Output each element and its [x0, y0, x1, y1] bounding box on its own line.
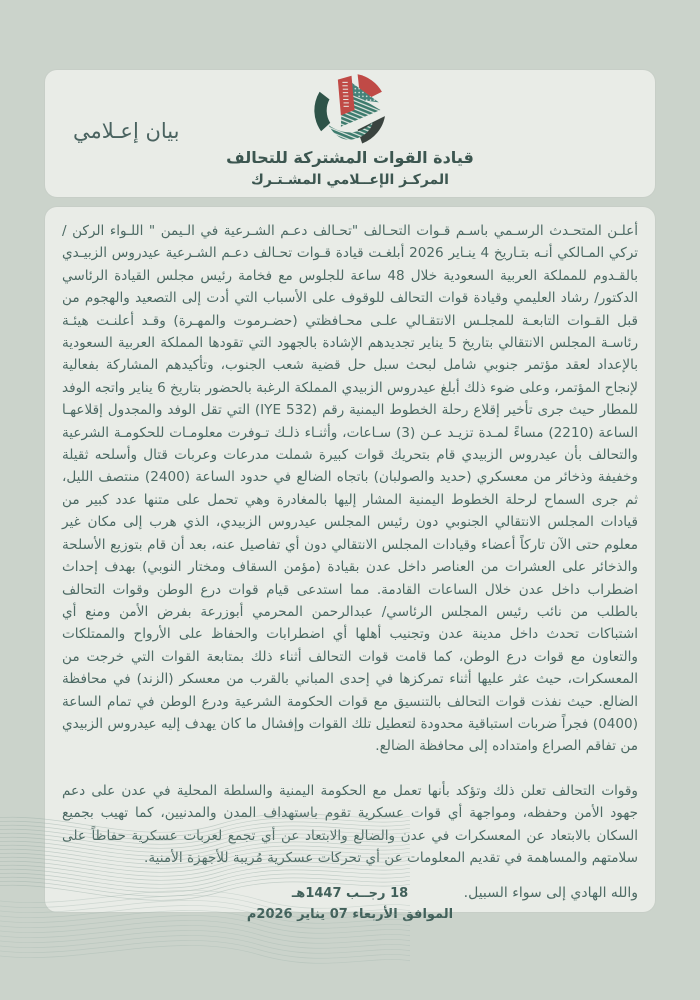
statement-body-card — [45, 207, 655, 923]
header-card — [45, 70, 655, 197]
gregorian-date: الموافق الأربعاء 07 يناير 2026م — [246, 907, 454, 923]
statement-paragraph-2: وقوات التحالف تعلن ذلك وتؤكد بأنها تعمل مع الحكومة اليمنية والسلطة المحلية في عدن على دعم جهود الأمن وحفظه، ومواجهة أي قوات عسكرية تقوم باستهداف المدن والمدنيين، كما تهيب بجميع السكان بالابتعاد عن المعسكرات في عدن والضالع والابتعاد عن أي تجمع لعربات عسكرية حفاظاً على سلامتهم والمساهمة في تقديم المعلومات عن أي تحركات عسكرية مُريبة للأجهزة الأمنية. — [62, 782, 638, 866]
coalition-emblem-logo — [312, 72, 388, 148]
org-subtitle: المركـز الإعــلامي المشـتـرك — [251, 172, 449, 188]
statement-paragraph-1: أعلـن المتحـدث الرسـمي باسـم قـوات التحـالف "تحـالف دعـم الشـرعية في الـيمن " اللـواء الركن / تركي المـالكي أنـه بتـاريخ 4 ينـاير 2026 أبلغـت قيادة قـوات تحـالف دعـم الشـرعية عيدروس الزبيـدي بالقـدوم للمملكة العربية السعودية خلال 48 ساعة للجلوس مع فخامة رئيس مجلس القيادة الرئاسي الدكتور/ رشاد العليمي وقيادة قوات التحالف للوقوف على الأسباب التي أدت إلى التصعيد والهجوم من قبل القـوات التابعـة للمجلـس الانتقـالي علـى محـافظتي (حضـرموت والمهـرة) وقـد أعلنـت هيئـة رئاسـة المجلس الانتقالي بتاريخ 5 يناير تجديدهم الإشادة بالجهود التي تقودها المملكة العربية السعودية بالإعداد لعقد مؤتمر جنوبي شامل لبحث سبل حل قضية شعب الجنوب، وتأكيدهم المشاركة بفعالية لإنجاح المؤتمر، وعلى ضوء ذلك أبلغ عيدروس الزبيدي المملكة الرغبة بالحضور بتاريخ 6 يناير واتجه الوفد للمطار حيث جرى تأخير إقلاع رحلة الخطوط اليمنية رقم (IYE 532) التي تقل الوفد والمجدول إقلاعهـا الساعة (2210) مساءً لمـدة تزيـد عـن (3) سـاعات، وأثنـاء ذلـك تـوفرت معلومـات للحكومـة الشرعية والتحالف بأن عيدروس الزبيدي قام بتحريك قوات كبيرة شملت مدرعات وعربات قتال وأسلحه ثقيلة وخفيفة وذخائر من معسكري (حديد والصولبان) باتجاه الضالع في حدود الساعة (2400) منتصف الليل، ثم جرى السماح لرحلة الخطوط اليمنية المشار إليها بالمغادرة وهي تحمل على متنها عدد كبير من قيادات المجلس الانتقالي الجنوبي دون رئيس المجلس عيدروس الزبيدي، الذي هرب إلى مكان غير معلوم حتى الآن تاركاً أعضاء وقيادات المجلس الانتقالي دون أي تفاصيل عنه، بعد أن قام بتوزيع الأسلحة والذخائر على العشرات من العناصر داخل عدن بقيادة (مؤمن السقاف ومختار النوبي) بهدف إحداث اضطراب داخل عدن خلال الساعات القادمة. مما استدعى قيام قوات درع الوطن وقوات التحالف بالطلب من نائب رئيس المجلس الرئاسي/ عبدالرحمن المحرمي أبوزرعة بفرض الأمن ومنع أي اشتباكات تحدث داخل مدينة عدن وتجنيب أهلها أي اضطرابات والحفاظ على الأرواح والممتلكات والتعاون مع قوات درع الوطن، كما قامت قوات التحالف أثناء ذلك بمتابعة القوات التي خرجت من المعسكرات، حيث عثر عليها أثناء تمركزها في إحدى المباني بالقرب من معسكر (الزند) في محافظة الضالع. حيث نفذت قوات التحالف بالتنسيق مع قوات الحكومة الشرعية ودرع الوطن في تمام الساعة (0400) فجراً ضربات استباقية محدودة لتعطيل تلك القوات وإفشال ما كان يهدف إليه عيدروس الزبيدي من تفاقم الصراع وامتداده إلى محافظة الضالع. — [62, 223, 639, 755]
hijri-date: 18 رجــب 1447هـ — [291, 886, 409, 902]
date-block — [247, 883, 453, 925]
statement-footer — [62, 883, 638, 943]
closing-phrase: والله الهادي إلى سواء السبيل. — [463, 885, 638, 902]
statement-type-label: بيان إعـلامي — [73, 119, 180, 143]
org-title: قيادة القوات المشتركة للتحالف — [226, 148, 474, 167]
